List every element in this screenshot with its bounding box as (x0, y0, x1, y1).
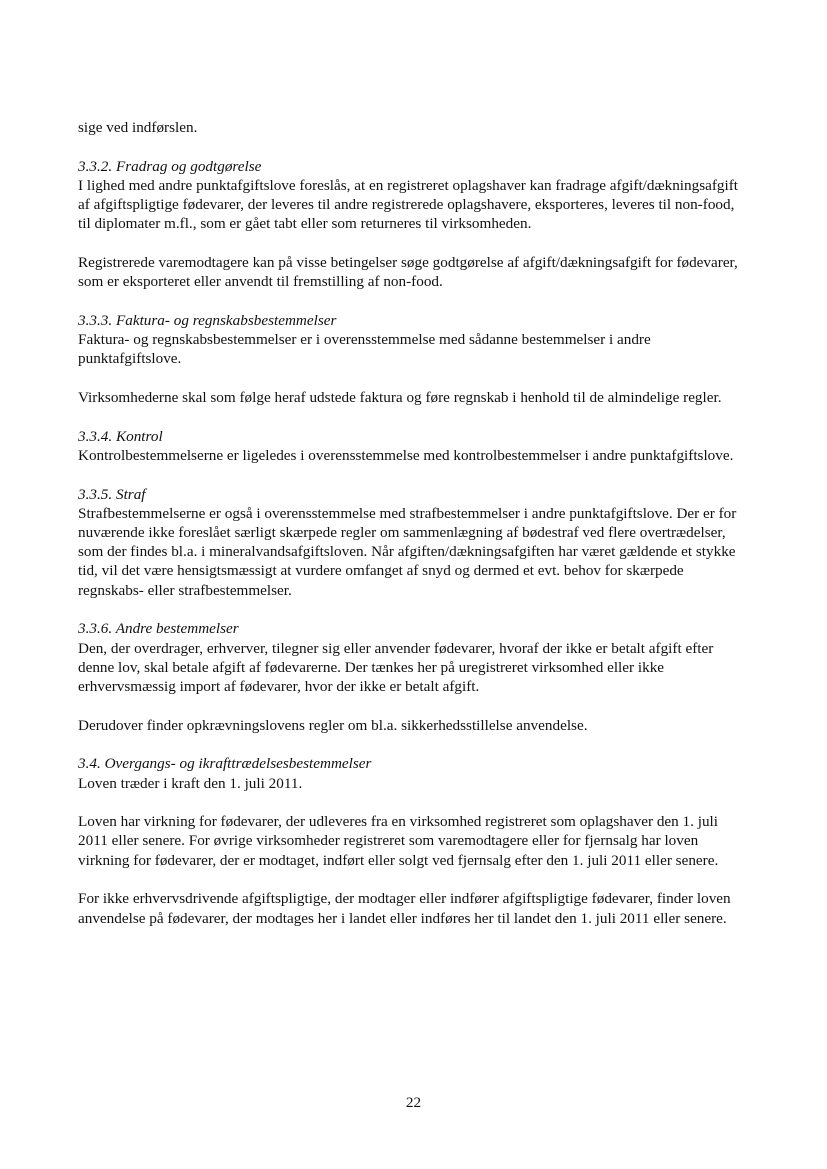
body-paragraph: Registrerede varemodtagere kan på visse betingelser søge godtgørelse af afgift/dækningsafgift for fødevarer, som er eksporteret eller anvendt til fremstilling af non-food. (78, 254, 738, 291)
paragraph-gap (78, 407, 748, 427)
paragraph-gap (78, 137, 748, 157)
paragraph-gap (78, 870, 748, 890)
paragraph-gap (78, 793, 748, 813)
paragraph-gap (78, 369, 748, 389)
body-paragraph: I lighed med andre punktafgiftslove foreslås, at en registreret oplagshaver kan fradrage afgift/dækningsafgift af afgiftspligtige fødevarer, der leveres til andre registrerede oplagshavere, eksporteres, leveres til non-food, til diplomater m.fl., som er gået tabt eller som returneres til virksomheden. (78, 176, 738, 233)
section-heading: 3.3.3. Faktura- og regnskabsbestemmelser (78, 311, 337, 329)
body-paragraph: Den, der overdrager, erhverver, tilegner sig eller anvender fødevarer, hvoraf der ikke er betalt afgift efter denne lov, skal betale afgift af fødevarerne. Der tænkes her på uregistreret virksomhed eller ikke erhvervsmæssig import af fødevarer, hvor der ikke er betalt afgift. (78, 639, 714, 695)
body-paragraph: Derudover finder opkrævningslovens regler om bl.a. sikkerhedsstillelse anvendelse. (78, 716, 588, 734)
body-paragraph: Loven træder i kraft den 1. juli 2011. (78, 774, 303, 792)
body-paragraph: Virksomhederne skal som følge heraf udstede faktura og føre regnskab i henhold til de almindelige regler. (78, 389, 722, 407)
paragraph-gap (78, 600, 748, 620)
page-number: 22 (405, 1094, 422, 1111)
section-heading: 3.3.5. Straf (78, 485, 146, 503)
paragraph-gap (78, 291, 748, 311)
section-heading: 3.4. Overgangs- og ikrafttrædelsesbestemmelser (78, 755, 372, 773)
section-heading: 3.3.2. Fradrag og godtgørelse (78, 157, 262, 175)
document-body (78, 118, 748, 928)
paragraph-gap (78, 234, 748, 254)
body-paragraph: Strafbestemmelserne er også i overensstemmelse med strafbestemmelser i andre punktafgiftslove. Der er for nuværende ikke foreslået særligt skærpede regler om sammenlægning af bødestraf ved flere overtrædelser, som der findes bl.a. i mineralvandsafgiftsloven. Når afgiften/dækningsafgiften har været gældende et stykke tid, vil det være hensigtsmæssigt at vurdere omfanget af snyd og dermed et evt. behov for skærpede regnskabs- eller strafbestemmelser. (78, 504, 737, 599)
body-paragraph: Loven har virkning for fødevarer, der udleveres fra en virksomhed registreret som oplagshaver den 1. juli 2011 eller senere. For øvrige virksomheder registreret som varemodtagere eller for fjernsalg har loven virkning for fødevarer, der er modtaget, indført eller solgt ved fjernsalg efter den 1. juli 2011 eller senere. (78, 813, 719, 869)
paragraph-gap (78, 465, 748, 485)
paragraph-gap (78, 696, 748, 716)
body-paragraph: sige ved indførslen. (78, 119, 198, 136)
section-heading: 3.3.4. Kontrol (78, 427, 163, 445)
body-paragraph: Kontrolbestemmelserne er ligeledes i overensstemmelse med kontrolbestemmelser i andre punktafgiftslove. (78, 446, 734, 464)
body-paragraph: Faktura- og regnskabsbestemmelser er i overensstemmelse med sådanne bestemmelser i andre punktafgiftslove. (78, 331, 651, 368)
section-heading: 3.3.6. Andre bestemmelser (78, 620, 239, 638)
paragraph-gap (78, 735, 748, 755)
body-paragraph: For ikke erhvervsdrivende afgiftspligtige, der modtager eller indfører afgiftspligtige fødevarer, finder loven anvendelse på fødevarer, der modtages her i landet eller indføres her til landet den 1. juli 2011 eller senere. (78, 890, 731, 927)
